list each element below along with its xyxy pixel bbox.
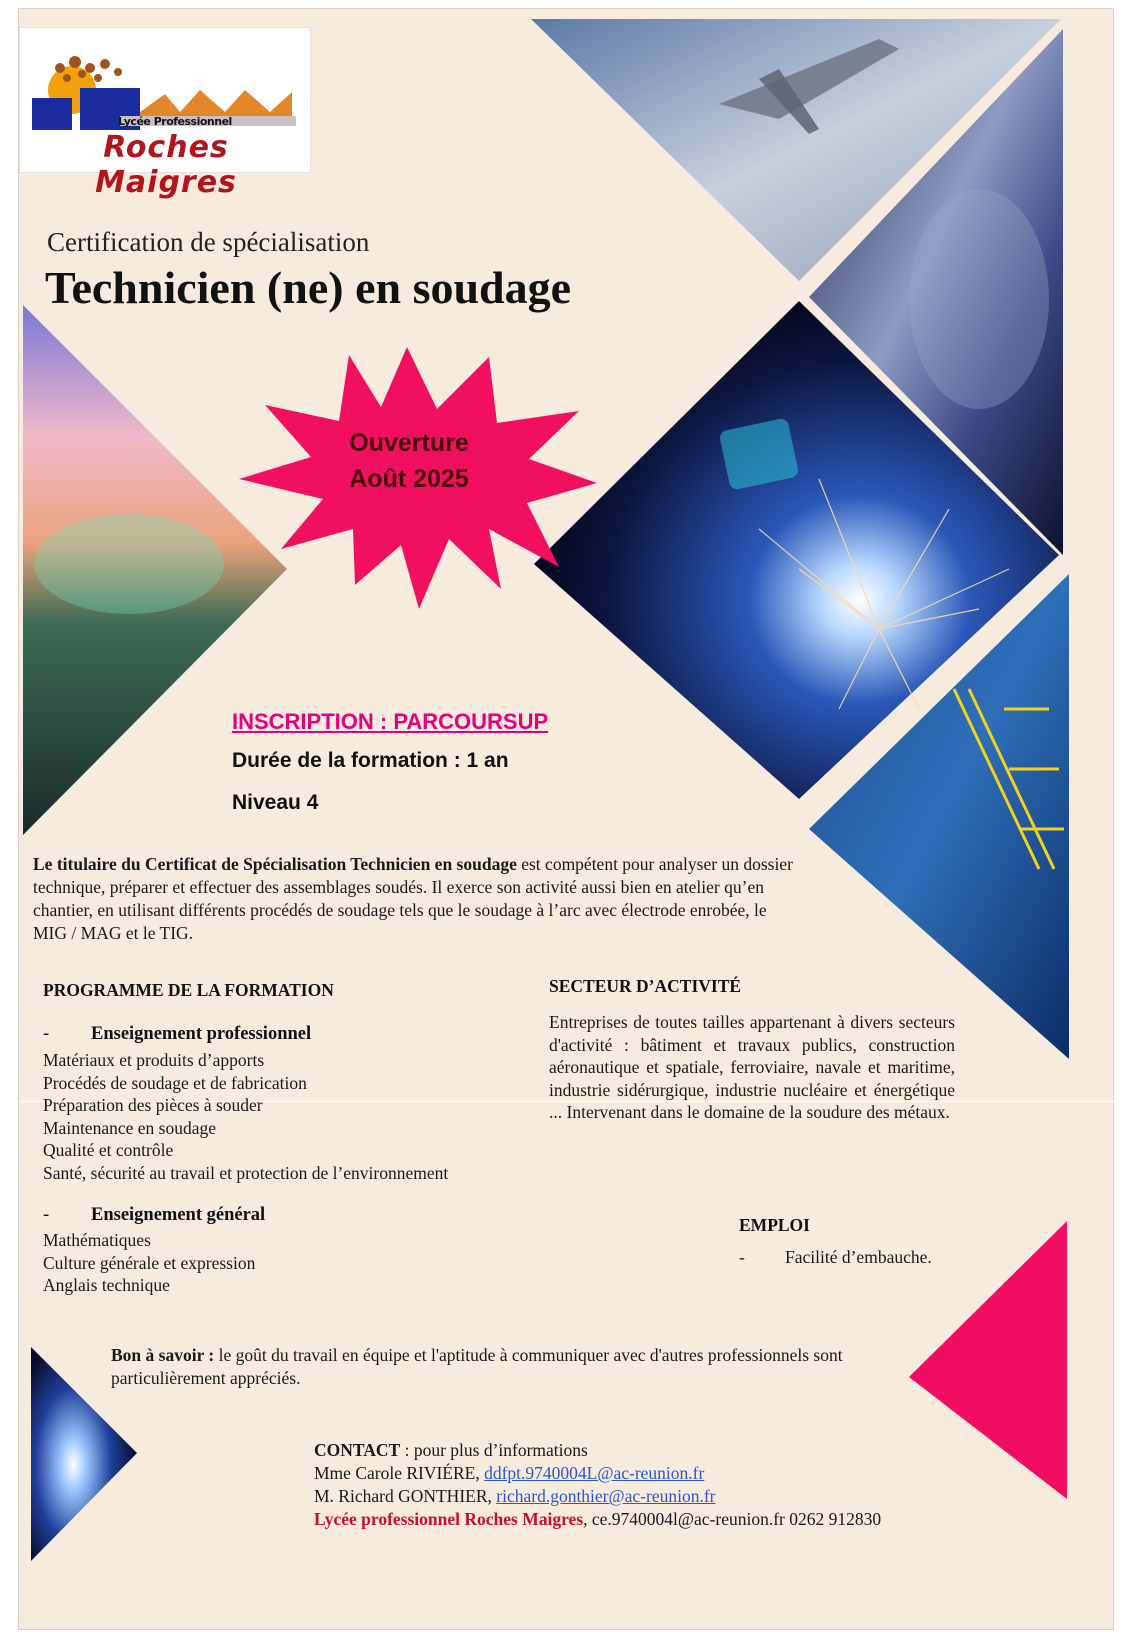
dash-bullet: - bbox=[43, 1024, 50, 1044]
emploi-item bbox=[739, 1247, 932, 1268]
list-item: Anglais technique bbox=[43, 1275, 170, 1296]
logo-school-name: Roches Maigres bbox=[95, 130, 237, 200]
contact-label: CONTACT bbox=[314, 1440, 401, 1460]
gen-teaching-heading bbox=[43, 1205, 265, 1226]
list-item: Culture générale et expression bbox=[43, 1252, 256, 1273]
dash-bullet: - bbox=[43, 1205, 50, 1225]
good-to-know-text: le goût du travail en équipe et l'aptitude à communiquer avec d'autres professionnels sont particulièrement appréciés. bbox=[111, 1345, 843, 1388]
emploi-item-label: Facilité d’embauche. bbox=[785, 1247, 932, 1267]
dash-bullet: - bbox=[739, 1247, 745, 1267]
pro-teaching-list bbox=[43, 1049, 448, 1185]
inscription-link[interactable]: INSCRIPTION : PARCOURSUP bbox=[232, 709, 549, 734]
contact-intro: : pour plus d’informations bbox=[400, 1440, 588, 1460]
gen-teaching-label: Enseignement général bbox=[91, 1205, 266, 1225]
list-item: Procédés de soudage et de fabrication bbox=[43, 1072, 307, 1093]
contact-school-name: Lycée professionnel Roches Maigres bbox=[314, 1509, 584, 1529]
contact-block bbox=[314, 1439, 881, 1531]
programme-heading: PROGRAMME DE LA FORMATION bbox=[43, 980, 334, 1000]
school-logo bbox=[19, 27, 311, 200]
emploi-heading: EMPLOI bbox=[739, 1215, 810, 1235]
good-to-know-label: Bon à savoir : bbox=[111, 1345, 215, 1365]
pro-teaching-heading bbox=[43, 1024, 311, 1045]
opening-line2: Août 2025 bbox=[349, 465, 469, 493]
gen-teaching-list bbox=[43, 1229, 255, 1297]
contact-person-2: M. Richard GONTHIER, bbox=[314, 1486, 497, 1506]
intro-paragraph bbox=[33, 853, 803, 945]
pink-corner-triangle bbox=[909, 1221, 1067, 1499]
pro-teaching-label: Enseignement professionnel bbox=[91, 1024, 312, 1044]
intro-rest: est compétent pour analyser un dossier technique, préparer et effectuer des assemblages soudés. Il exerce son activité aussi bien en atelier qu’en chantier, en utilisant différents procédés de soudage tels que le soudage à l’arc avec électrode enrobée, le MIG / MAG et le TIG. bbox=[33, 854, 793, 943]
intro-lead: Le titulaire du Certificat de Spécialisation Technicien en soudage bbox=[33, 854, 517, 874]
flyer bbox=[18, 8, 1114, 1630]
list-item: Qualité et contrôle bbox=[43, 1140, 174, 1161]
certification-kicker: Certification de spécialisation bbox=[47, 227, 370, 257]
list-item: Mathématiques bbox=[43, 1230, 151, 1250]
contact-email-2-link[interactable]: richard.gonthier@ac-reunion.fr bbox=[496, 1486, 716, 1506]
secteur-paragraph: Entreprises de toutes tailles appartenant à divers secteurs d'activité : bâtiment et travaux publics, construction aéronautique et spatiale, ferroviaire, navale et maritime, industrie sidérurgique, industrie nucléaire et énergétique ... Intervenant dans le domaine de la soudure des métaux. bbox=[549, 1012, 955, 1123]
level-text: Niveau 4 bbox=[232, 791, 319, 814]
list-item: Santé, sécurité au travail et protection de l’environnement bbox=[43, 1162, 449, 1183]
contact-person-1: Mme Carole RIVIÉRE, bbox=[314, 1463, 485, 1483]
duration-text: Durée de la formation : 1 an bbox=[232, 749, 509, 772]
opening-badge bbox=[311, 425, 507, 497]
contact-email-1-link[interactable]: ddfpt.9740004L@ac-reunion.fr bbox=[484, 1463, 705, 1483]
logo-tagline: Lycée Professionnel bbox=[118, 115, 232, 128]
list-item: Matériaux et produits d’apports bbox=[43, 1050, 265, 1070]
page-title: Technicien (ne) en soudage bbox=[45, 262, 572, 313]
opening-line1: Ouverture bbox=[349, 429, 469, 457]
list-item: Préparation des pièces à souder bbox=[43, 1095, 263, 1116]
contact-school-details: , ce.9740004l@ac-reunion.fr 0262 912830 bbox=[583, 1509, 882, 1529]
list-item: Maintenance en soudage bbox=[43, 1117, 216, 1138]
secteur-heading: SECTEUR D’ACTIVITÉ bbox=[549, 976, 742, 996]
good-to-know bbox=[111, 1344, 871, 1390]
